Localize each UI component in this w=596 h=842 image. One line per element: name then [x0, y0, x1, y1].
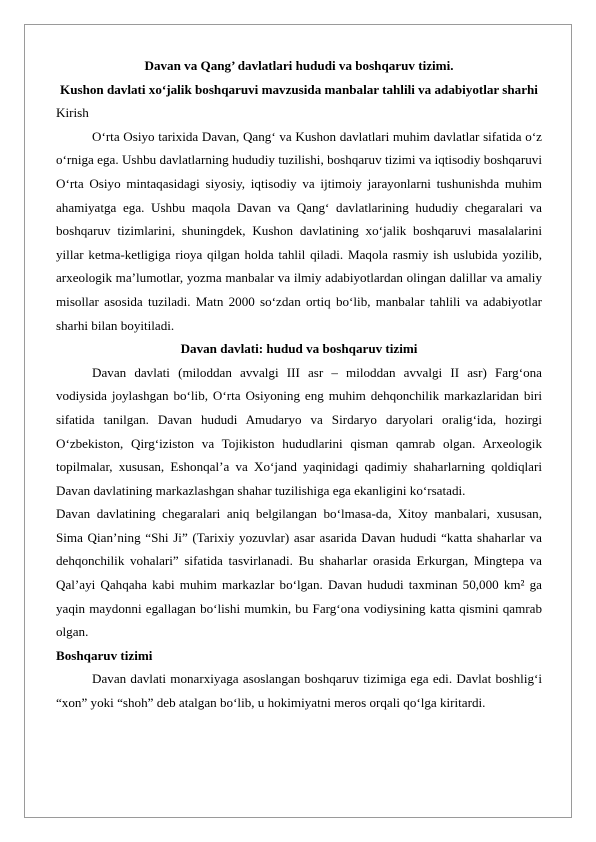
document-title-line2: Kushon davlati xo‘jalik boshqaruvi mavzusida manbalar tahlili va adabiyotlar sharhi — [60, 81, 538, 97]
subsection-heading: Boshqaruv tizimi — [56, 647, 153, 663]
subsection-paragraph: Davan davlati monarxiyaga asoslangan boshqaruv tizimiga ega edi. Davlat boshlig‘i “xon” yoki “shoh” deb atalgan bo‘lib, u hokimiyatni meros orqali qo‘lga kiritardi. — [56, 671, 542, 711]
section1-heading: Davan davlati: hudud va boshqaruv tizimi — [180, 341, 418, 357]
intro-paragraph: O‘rta Osiyo tarixida Davan, Qang‘ va Kushon davlatlari muhim davlatlar sifatida o‘z o‘rniga ega. Ushbu davlatlarning hududiy tuzilishi, boshqaruv tizimi va iqtisodiy boshqaruvi O‘rta Osiyo mintaqasidagi siyosiy, iqtisodiy va ijtimoiy jarayonlarni tushunishda muhim ahamiyatga ega. Ushbu maqola Davan va Qang‘ davlatlarining hududiy chegaralari va boshqaruv tizimlarini, shuningdek, Kushon davlatining xo‘jalik boshqaruvi masalalarini yillar ketma-ketligiga rioya qilgan holda tahlil qiladi. Maqola rasmiy ish uslubida yozilib, arxeologik ma’lumotlar, yozma manbalar va ilmiy adabiyotlardan olingan dalillar va amaliy misollar asosida tuziladi. Matn 2000 so‘zdan ortiq bo‘lib, manbalar tahlili va adabiyotlar sharhi bilan boyitiladi. — [56, 128, 542, 333]
section1-paragraph1: Davan davlati (miloddan avvalgi III asr – miloddan avvalgi II asr) Farg‘ona vodiysida joylashgan bo‘lib, O‘rta Osiyoning eng muhim dehqonchilik markazlaridan biri sifatida tanilgan. Davan hududi Amudaryo va Sirdaryo daryolari oralig‘ida, hozirgi O‘zbekiston, Qirg‘iziston va Tojikiston hududlarini qisman qamrab olgan. Arxeologik topilmalar, xususan, Eshonqal’a va Xo‘jand yaqinidagi qadimiy shaharlarning qoldiqlari Davan davlatining markazlashgan shahar tuzilishiga ega ekanligini ko‘rsatadi. — [56, 364, 542, 498]
section1-paragraph2: Davan davlatining chegaralari aniq belgilangan bo‘lmasa-da, Xitoy manbalari, xususan, Sima Qian’ning “Shi Ji” (Tarixiy yozuvlar) asar asarida Davan hududi “katta shaharlar va dehqonchilik vohalari” sifatida tasvirlanadi. Bu shaharlar orasida Erkurgan, Mingtepa va Qal’ayi Qahqaha kabi muhim markazlar bo‘lgan. Davan hududi taxminan 50,000 km² ga yaqin maydonni egallagan bo‘lishi mumkin, bu Farg‘ona vodiysining katta qismini qamrab olgan. — [56, 506, 542, 640]
document-title-line1: Davan va Qang’ davlatlari hududi va boshqaruv tizimi. — [144, 58, 454, 73]
intro-heading: Kirish — [56, 105, 89, 121]
document-body — [56, 54, 542, 715]
